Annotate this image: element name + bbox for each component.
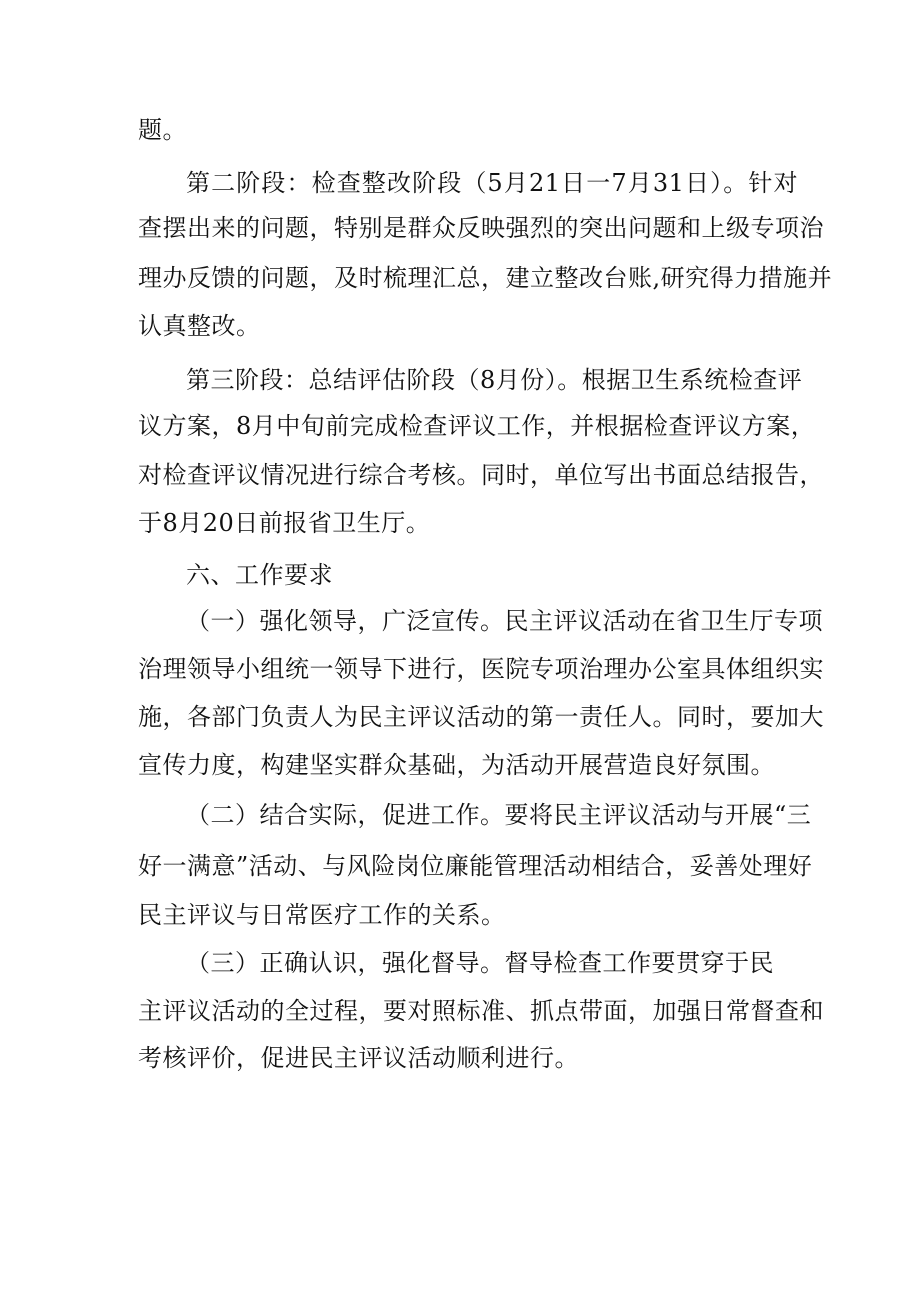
text-line: 治理领导小组统一领导下进行，医院专项治理办公室具体组织实 [138, 655, 824, 683]
text-line: 宣传力度，构建坚实群众基础，为活动开展营造良好氛围。 [138, 751, 775, 779]
text-line: 于8月20日前报省卫生厅。 [138, 509, 431, 537]
text-line: 主评议活动的全过程，要对照标准、抓点带面，加强日常督查和 [138, 997, 824, 1025]
paragraph-item-two-line: （二）结合实际，促进工作。要将民主评议活动与开展“三 [186, 801, 812, 829]
paragraph-stage-two-line: 第二阶段：检查整改阶段（5月21日一7月31日）。针对 [186, 169, 798, 197]
text-line: 好一满意”活动、与风险岗位廉能管理活动相结合，妥善处理好 [138, 852, 813, 880]
text-line: 题。 [138, 116, 187, 144]
section-heading: 六、工作要求 [186, 561, 333, 589]
paragraph-item-one-line: （一）强化领导，广泛宣传。民主评议活动在省卫生厅专项 [186, 607, 823, 635]
text-line: 理办反馈的问题，及时梳理汇总，建立整改台账,研究得力措施并 [138, 264, 833, 292]
text-line: 查摆出来的问题，特别是群众反映强烈的突出问题和上级专项治 [138, 214, 824, 242]
text-line: 认真整改。 [138, 312, 261, 340]
text-line: 考核评价，促进民主评议活动顺利进行。 [138, 1044, 579, 1072]
text-line: 施，各部门负责人为民主评议活动的第一责任人。同时，要加大 [138, 703, 824, 731]
text-line: 对检查评议情况进行综合考核。同时，单位写出书面总结报告， [138, 461, 824, 489]
paragraph-stage-three-line: 第三阶段：总结评估阶段（8月份）。根据卫生系统检查评 [186, 366, 803, 394]
paragraph-item-three-line: （三）正确认识，强化督导。督导检查工作要贯穿于民 [186, 949, 774, 977]
text-line: 民主评议与日常医疗工作的关系。 [138, 901, 506, 929]
text-line: 议方案，8月中旬前完成检查评议工作，并根据检查评议方案， [138, 412, 816, 440]
